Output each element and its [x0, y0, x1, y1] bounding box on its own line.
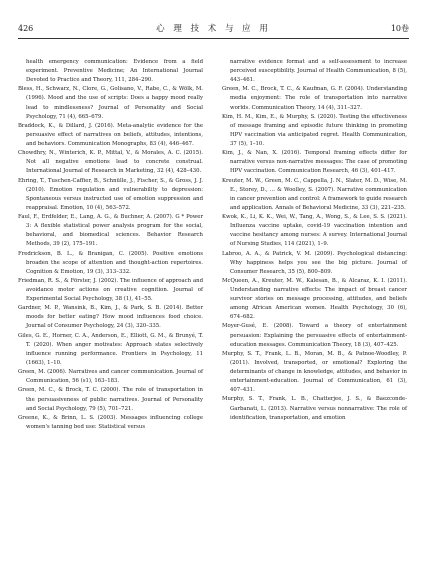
reference-entry: Green, M. C., & Brock, T. C. (2000). The role of transportation in the persuasiveness of public narratives. Journal of Personality and Social Psychology, 79 (5), 701–721.	[18, 387, 203, 412]
reference-entry: McQueen, A., Kreuter, M. W., Kalesan, B., & Alcaraz, K. I. (2011). Understanding narrative effects: The impact of breast cancer survivor stories on message processing, attitudes, and beliefs among African American women. Health Psychology, 30 (6), 674–682.	[222, 277, 407, 321]
journal-title: 心 理 技 术 与 应 用	[156, 24, 271, 34]
reference-entry: Kwok, K., Li, K. K., Wei, W., Tang, A., Wong, S., & Lee, S. S. (2021). Influenza vaccine uptake, covid-19 vaccination intention and vaccine hesitancy among nurses: A survey. International Journal of Nursing Studies, 114 (2021), 1–9.	[222, 214, 407, 248]
reference-entry: Murphy, S. T., Frank, L. B., Chatterjee, J. S., & Baezconde-Garbanati, L. (2013). Narrative versus nonnarrative: The role of identification, transportation, and emotion	[222, 396, 407, 421]
reference-entry: Fredrickson, B. L., & Branigan, C. (2005). Positive emotions broaden the scope of attention and thought-action repertoires. Cognition & Emotion, 19 (3), 313–332.	[18, 250, 203, 275]
reference-entry: Gardner, M. P., Wansink, B., Kim, J., & Park, S. B. (2014). Better moods for better eating? How mood influences food choice. Journal of Consumer Psychology, 24 (3), 320–335.	[18, 305, 203, 330]
reference-entry: Kim, H. M., Kim, E., & Murphy, S. (2020). Testing the effectiveness of message framing and episodic future thinking in promoting HPV vaccination via anticipated regret. Health Communication, 37 (5), 1–10.	[222, 113, 407, 148]
reference-entry: Moyer-Gusé, E. (2008). Toward a theory of entertainment persuasion: Explaining the persuasive effects of entertainment-education messages. Communication Theory, 18 (3), 407–425.	[222, 323, 407, 348]
volume-label: 10卷	[390, 24, 409, 33]
reference-entry: Kreuter, M. W., Green, M. C., Cappella, J. N., Slater, M. D., Wise, M. E., Storey, D., ... & Woolley, S. (2007). Narrative communication in cancer prevention and control: A framework to guide research and application. Annals of Behavioral Medicine, 33 (3), 221–235.	[222, 177, 407, 211]
reference-entry: Chowdhry, N., Winterich, K. P., Mittal, V., & Morales, A. C. (2015). Not all negative emotions lead to concrete construal. International Journal of Research in Marketing, 32 (4), 428–430.	[18, 150, 203, 175]
reference-entry: Green, M. C., Brock, T. C., & Kaufman, G. F. (2004). Understanding media enjoyment: The role of transportation into narrative worlds. Communication Theory, 14 (4), 311–327.	[222, 86, 407, 111]
page-number: 426	[18, 24, 34, 33]
reference-entry: Bless, H., Schwarz, N., Clore, G., Golisano, V., Rabe, C., & Wölk, M. (1996). Mood and the use of scripts: Does a happy mood really lead to mindlessness? Journal of Personality and Social Psychology, 71 (4), 665–679.	[18, 86, 203, 120]
reference-entry: Ehring, T., Tuschen-Caffier, B., Schnülle, J., Fischer, S., & Gross, J. J. (2010). Emotion regulation and vulnerability to depression: Spontaneous versus instructed use of emotion suppression and reappraisal. Emotion, 10 (4), 563–572.	[18, 177, 203, 211]
reference-entry: Giles, G. E., Horner, C. A., Anderson, E., Elliott, G. M., & Brunyé, T. T. (2020). When anger motivates: Approach states selectively influence running performance. Frontiers in Psychology, 11 (1663), 1–10.	[18, 332, 203, 366]
reference-entry: Greene, K., & Brinn, L. S. (2003). Messages influencing college women's tanning bed use: Statistical versus	[18, 414, 203, 430]
reference-entry: Friedman, R. S., & Förster, J. (2002). The influence of approach and avoidance motor actions on creative cognition. Journal of Experimental Social Psychology, 38 (1), 41–55.	[18, 277, 203, 303]
references-left-column	[18, 58, 203, 432]
reference-entry: Faul, F., Erdfelder, E., Lang, A. G., & Buchner, A. (2007). G * Power 3: A flexible statistical power analysis program for the social, behavioral, and biomedical sciences. Behavior Research Methods, 39 (2), 175–191.	[18, 214, 203, 248]
reference-entry: narrative evidence format and a self-assessment to increase perceived susceptibility. Journal of Health Communication, 8 (5), 443–461.	[230, 59, 407, 84]
reference-entry: Green, M. (2006). Narratives and cancer communication. Journal of Communication, 56 (s1), 163–183.	[18, 369, 203, 385]
reference-entry: Labroo, A. A., & Patrick, V. M. (2009). Psychological distancing: Why happiness helps you see the big picture. Journal of Consumer Research, 35 (5), 800–809.	[222, 250, 407, 275]
reference-entry: Murphy, S. T., Frank, L. B., Moran, M. B., & Patnoe-Woodley, P. (2011). Involved, transported, or emotional? Exploring the determinants of change in knowledge, attitudes, and behavior in entertainment-education. Journal of Communication, 61 (3), 407–431.	[222, 350, 407, 394]
reference-entry: Braddock, K., & Dillard, J. (2016). Meta-analytic evidence for the persuasive effect of narratives on beliefs, attitudes, intentions, and behaviors. Communication Monographs, 83 (4), 446–467.	[18, 122, 203, 148]
page-header	[18, 22, 409, 39]
reference-entry: Kim, J., & Nan, X. (2016). Temporal framing effects differ for narrative versus non-narrative messages: The case of promoting HPV vaccination. Communication Research, 46 (3), 401–417.	[222, 150, 407, 175]
reference-entry: health emergency communication: Evidence from a field experiment. Preventive Medicine; An International Journal Devoted to Practice and Theory, 111, 284–290.	[26, 59, 203, 84]
references-right-column	[222, 58, 407, 423]
